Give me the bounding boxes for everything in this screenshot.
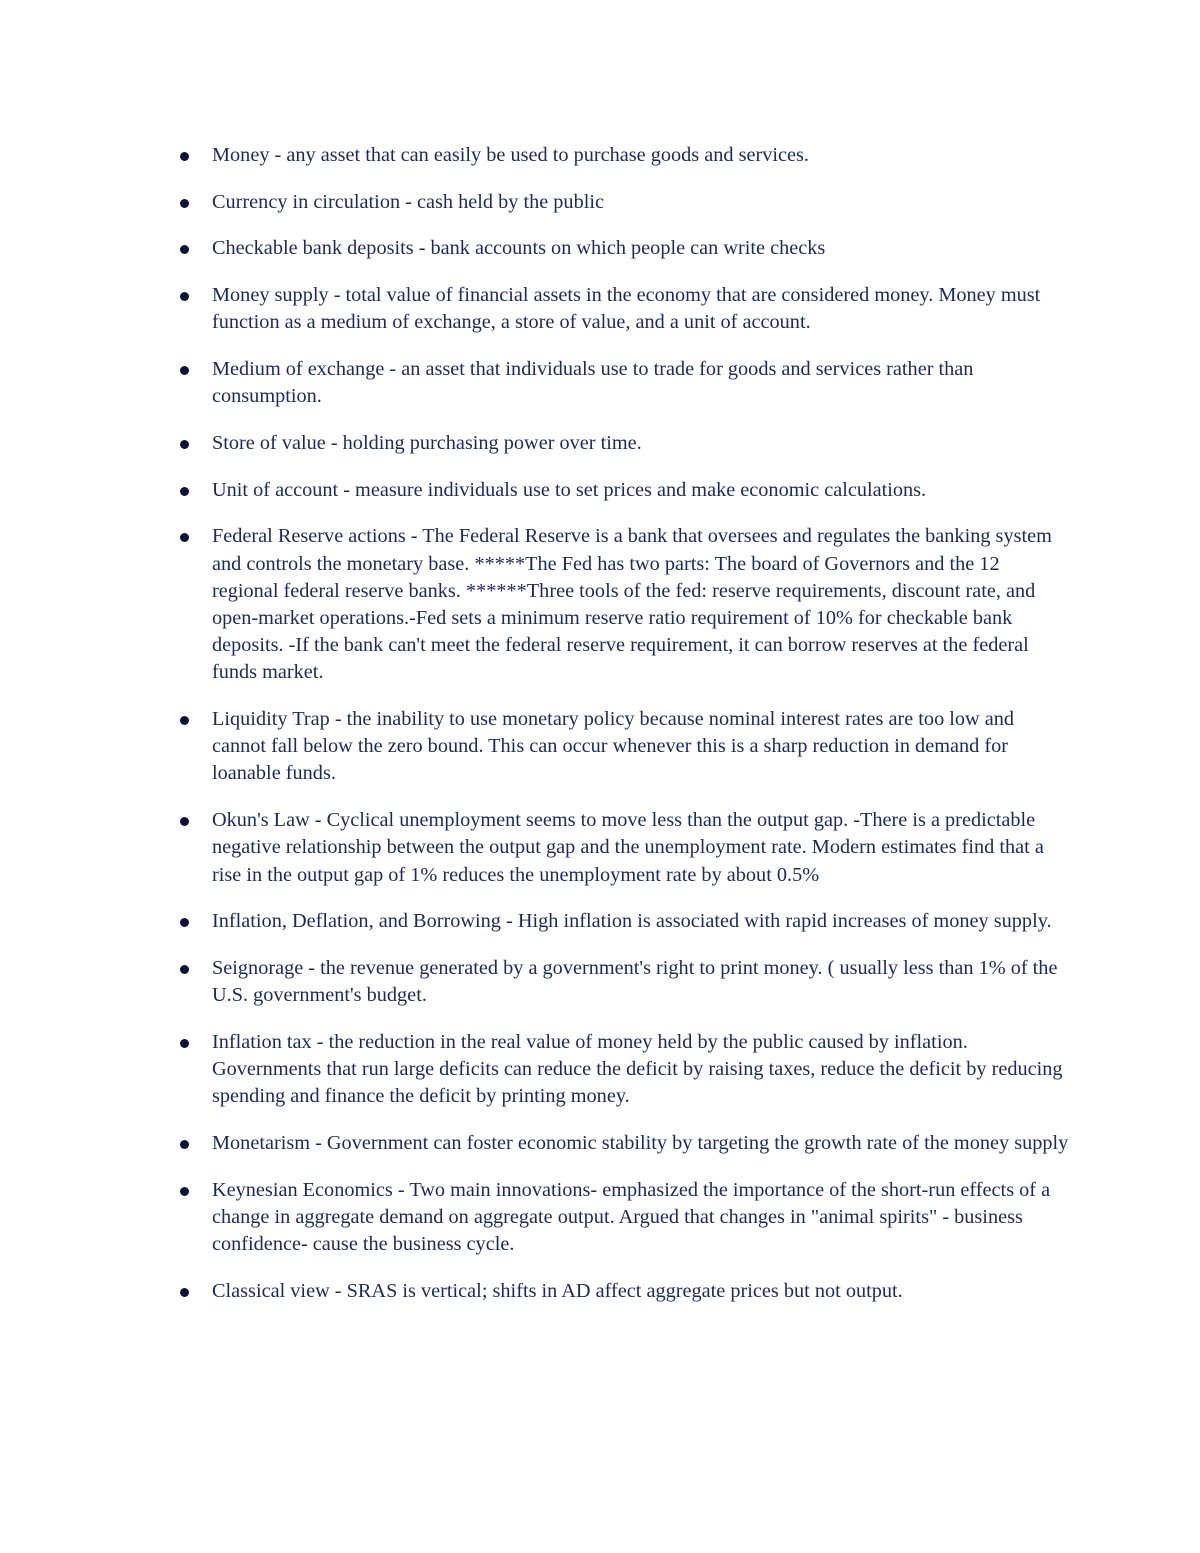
bullet-icon [180,245,189,254]
bullet-list [180,142,1070,1325]
bullet-icon [180,152,189,161]
list-item [180,477,1070,504]
bullet-icon [180,533,189,542]
list-item [180,282,1070,336]
list-item-text: Okun's Law - Cyclical unemployment seems to move less than the output gap. -There is a predictable negative relationship between the output gap and the unemployment rate. Modern estimates find that a rise in the output gap of 1% reduces the unemployment rate by about 0.5% [212,809,1044,886]
bullet-icon [180,965,189,974]
list-item [180,1130,1070,1157]
list-item-text: Medium of exchange - an asset that individuals use to trade for goods and services rather than consumption. [212,358,974,408]
bullet-icon [180,440,189,449]
list-item-text: Store of value - holding purchasing power over time. [212,431,642,454]
list-item-text: Currency in circulation - cash held by the public [212,190,604,213]
bullet-icon [180,716,189,725]
bullet-icon [180,1288,189,1297]
list-item-text: Seignorage - the revenue generated by a government's right to print money. ( usually less than 1% of the U.S. government's budget. [212,956,1058,1007]
list-item [180,356,1070,410]
list-item-text: Money supply - total value of financial assets in the economy that are considered money. Money must function as a medium of exchange, a store of value, and a unit of account. [212,284,1041,334]
bullet-icon [180,1140,189,1149]
list-item-text: Inflation, Deflation, and Borrowing - High inflation is associated with rapid increases of money supply. [212,910,1052,933]
list-item [180,1177,1070,1259]
list-item-text: Inflation tax - the reduction in the real value of money held by the public caused by inflation. Governments that run large deficits can reduce the deficit by raising taxes, reduce the deficit by reducing spending and finance the deficit by printing money. [212,1030,1063,1108]
list-item [180,1278,1070,1305]
list-item-text: Keynesian Economics - Two main innovations- emphasized the importance of the short-run effects of a change in aggregate demand on aggregate output. Argued that changes in "animal spirits" - business confidence- cause the business cycle. [212,1178,1051,1256]
bullet-icon [180,918,189,927]
list-item [180,706,1070,788]
list-item [180,235,1070,262]
list-item-text: Unit of account - measure individuals use to set prices and make economic calculations. [212,478,927,501]
list-item-text: Liquidity Trap - the inability to use monetary policy because nominal interest rates are too low and cannot fall below the zero bound. This can occur whenever this is a sharp reduction in demand for loanable funds. [212,708,1015,785]
list-item-text: Federal Reserve actions - The Federal Reserve is a bank that oversees and regulates the banking system and controls the monetary base. *****The Fed has two parts: The board of Governors and the 12 regional federal reserve banks. ******Three tools of the fed: reserve requirements, discount rate, and open-market operations.-Fed sets a minimum reserve ratio requirement of 10% for checkable bank deposits. -If the bank can't meet the federal reserve requirement, it can borrow reserves at the federal funds market. [212,525,1052,684]
list-item [180,1029,1070,1111]
list-item-text: Monetarism - Government can foster economic stability by targeting the growth rate of the money supply [212,1131,1069,1154]
list-item [180,955,1070,1009]
list-item-text: Classical view - SRAS is vertical; shifts in AD affect aggregate prices but not output. [212,1279,903,1302]
list-item [180,189,1070,216]
list-item [180,142,1070,169]
bullet-icon [180,366,189,375]
bullet-icon [180,817,189,826]
list-item [180,523,1070,686]
list-item [180,908,1070,935]
list-item-text: Checkable bank deposits - bank accounts on which people can write checks [212,237,826,260]
bullet-icon [180,487,189,496]
list-item-text: Money - any asset that can easily be used to purchase goods and services. [212,144,809,166]
bullet-icon [180,1187,189,1196]
list-item [180,807,1070,889]
bullet-icon [180,1039,189,1048]
bullet-icon [180,199,189,208]
bullet-icon [180,292,189,301]
list-item [180,430,1070,457]
